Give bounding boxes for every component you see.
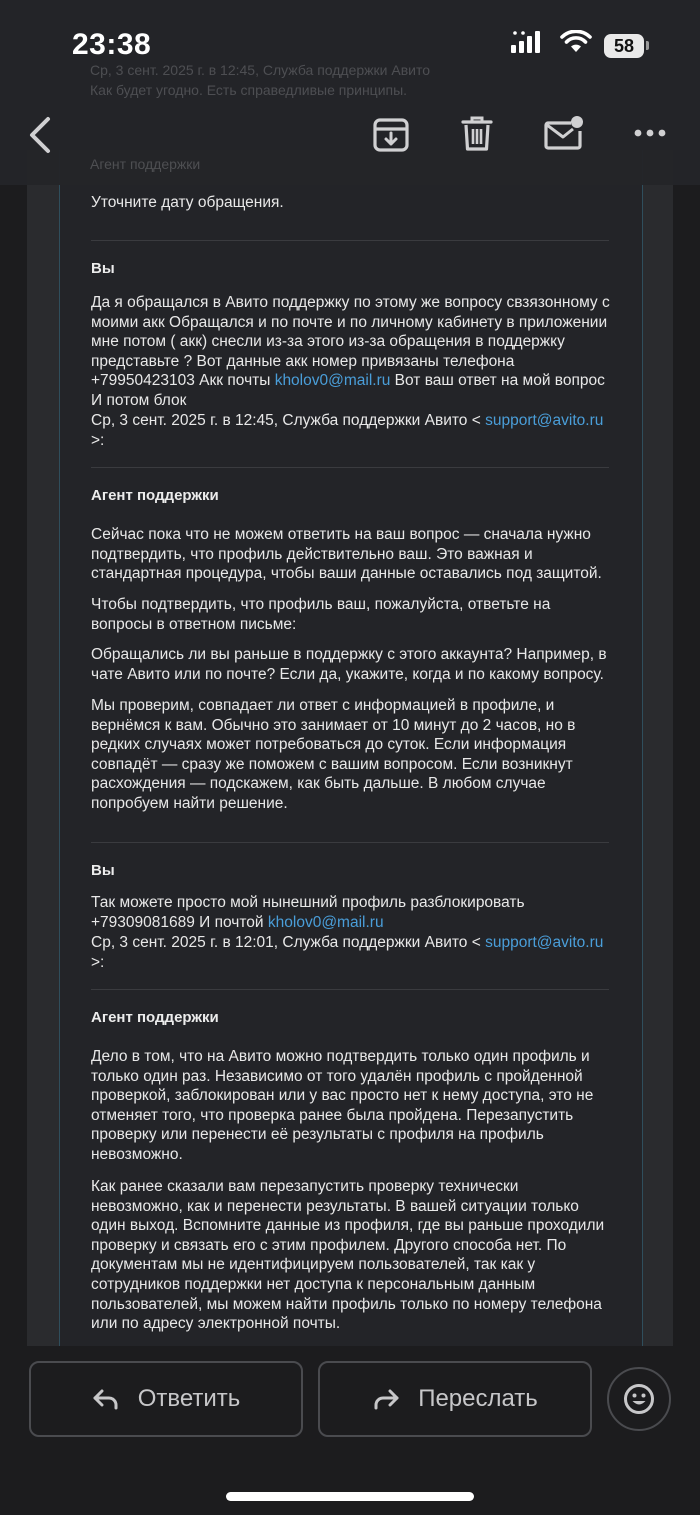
forward-button[interactable] xyxy=(318,1361,592,1437)
message-paragraph: Дело в том, что на Авито можно подтвердить только один профиль и только один раз. Независимо от того удалён профиль с пройденной проверкой, заблокирован или у вас просто нет к нему доступа, это не отменяет того, что проверка ранее была пройдена. Перезапустить проверку или перенести её результаты с профиля на профиль невозможно. xyxy=(91,1048,594,1163)
more-options-icon[interactable] xyxy=(634,128,666,138)
battery-indicator: 58 xyxy=(604,34,644,58)
reply-button[interactable] xyxy=(29,1361,303,1437)
quote-header: Ср, 3 сент. 2025 г. в 12:01, Служба поддержки Авито < support@avito.ru >: xyxy=(91,934,604,971)
sender-name: Вы xyxy=(91,260,115,277)
quote-header: Ср, 3 сент. 2025 г. в 12:45, Служба поддержки Авито < support@avito.ru >: xyxy=(91,412,604,449)
message-paragraph: Сейчас пока что не можем ответить на ваш вопрос — сначала нужно подтвердить, что профиль действительно ваш. Это важная и стандартная процедура, чтобы ваши данные оставались под защитой. xyxy=(91,526,602,583)
mark-unread-icon[interactable] xyxy=(543,114,585,152)
home-indicator xyxy=(226,1492,474,1501)
sender-name: Агент поддержки xyxy=(91,487,219,504)
message-text: Уточните дату обращения. xyxy=(91,194,284,211)
sender-name: Агент поддержки xyxy=(91,1009,219,1026)
message-paragraph: Обращались ли вы раньше в поддержку с этого аккаунта? Например, в чате Авито или по почте? Если да, укажите, когда и по какому вопросу. xyxy=(91,646,607,683)
message-paragraph: Мы проверим, совпадает ли ответ с информацией в профиле, и вернёмся к вам. Обычно это занимает от 10 минут до 2 часов, но в редких случаях может потребоваться до суток. Если информация совпадёт — сразу же поможем с вашим вопросом. Если возникнут расхождения — подскажем, как быть дальше. В любом случае попробуем найти решение. xyxy=(91,697,576,812)
email-link[interactable]: kholov0@mail.ru xyxy=(267,913,384,931)
emoji-reaction-button[interactable] xyxy=(607,1367,671,1431)
divider xyxy=(91,467,609,468)
scrolled-text: Агент поддержки xyxy=(90,156,201,172)
scrolled-text: Ср, 3 сент. 2025 г. в 12:45, Служба поддержки Авито xyxy=(90,62,430,78)
message-body: Так можете просто мой нынешний профиль разблокировать +79309081689 И почтой kholov0@mail.ru xyxy=(91,894,525,931)
cellular-signal-icon xyxy=(511,30,547,54)
message-paragraph: Чтобы подтвердить, что профиль ваш, пожалуйста, ответьте на вопросы в ответном письме: xyxy=(91,596,551,633)
scrolled-text: Как будет угодно. Есть справедливые принципы. xyxy=(90,82,408,98)
email-link[interactable]: kholov0@mail.ru xyxy=(274,372,391,390)
divider xyxy=(91,240,609,241)
archive-icon[interactable] xyxy=(372,116,410,154)
trash-icon[interactable] xyxy=(460,115,494,153)
status-time: 23:38 xyxy=(72,28,152,61)
forward-label: Переслать xyxy=(418,1385,538,1412)
message-paragraph: Как ранее сказали вам перезапустить проверку технически невозможно, как и перенести результаты. В вашей ситуации только один выход. Вспомните данные из профиля, где вы раньше проходили проверку и связать его с этим профилем. Другого способа нет. По документам мы не идентифицируем пользователей, так как у сотрудников поддержки нет доступа к персональным данным пользователей, мы можем найти профиль только по номеру телефона или по адресу электронной почты. xyxy=(91,1178,605,1333)
email-link[interactable]: support@avito.ru xyxy=(485,412,604,429)
reply-label: Ответить xyxy=(137,1385,241,1412)
sender-name: Вы xyxy=(91,862,115,879)
back-arrow-icon[interactable] xyxy=(26,116,56,154)
divider xyxy=(91,989,609,990)
email-link[interactable]: support@avito.ru xyxy=(485,934,604,951)
battery-tip xyxy=(646,41,649,50)
divider xyxy=(91,842,609,843)
top-navigation-bar xyxy=(0,0,700,185)
wifi-icon xyxy=(560,30,592,54)
message-body: Да я обращался в Авито поддержку по этому же вопросу свзязонному с моими акк Обращался и по почте и по личному кабинету в приложении мне потом ( акк) снесли из-за этого из-за обращения в поддержку представьте ? Вот данные акк номер привязаны телефона +79950423103 Акк почты kholov0@mail.ru Вот ваш ответ на мой вопрос И потом блок xyxy=(91,294,610,409)
smiley-icon xyxy=(623,1383,655,1415)
reply-icon xyxy=(92,1388,120,1410)
forward-icon xyxy=(372,1388,400,1410)
